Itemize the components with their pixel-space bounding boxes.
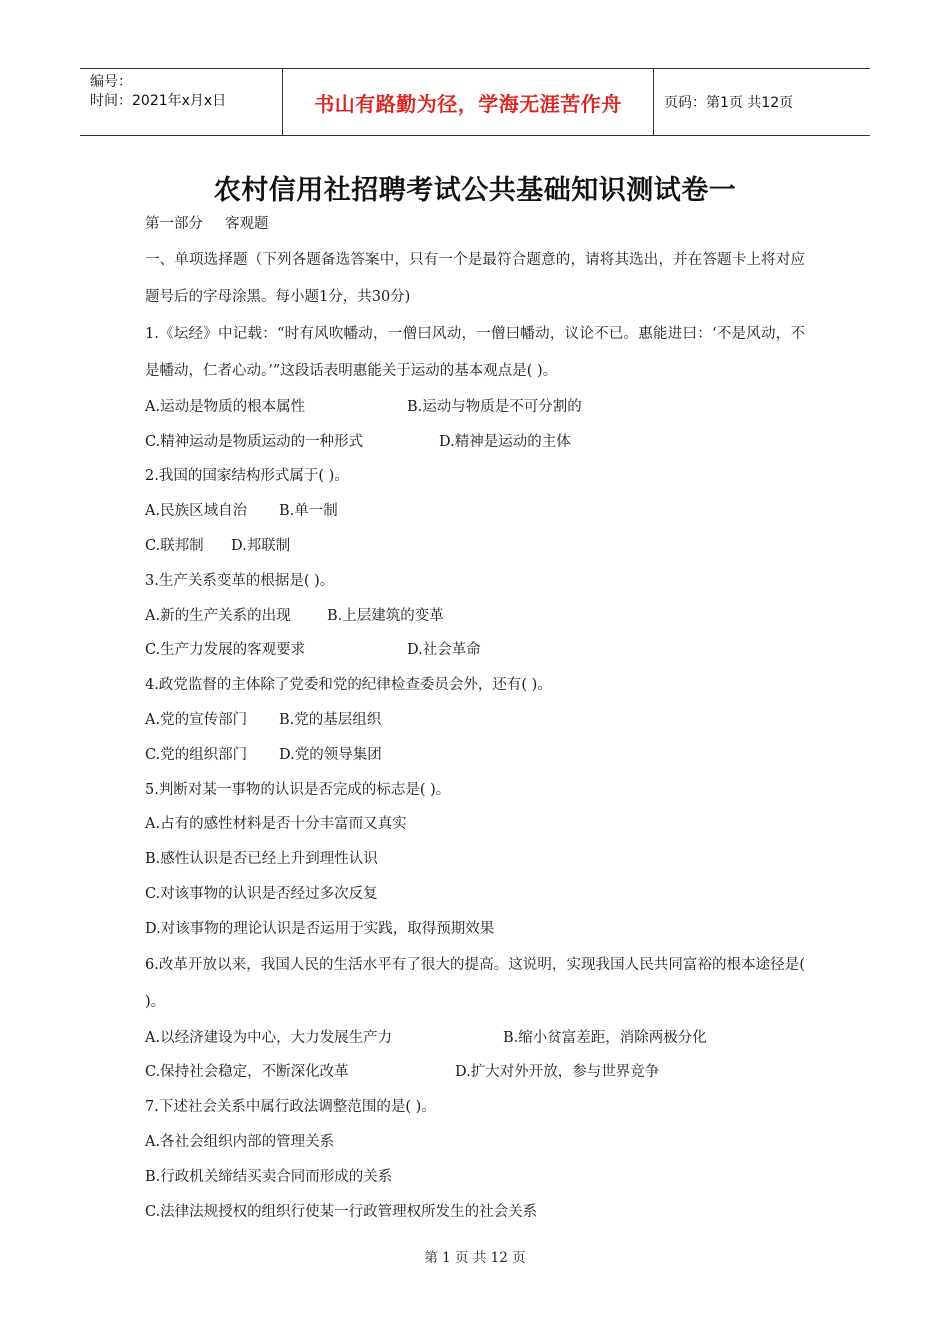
header-page-cell — [654, 69, 870, 135]
option-d: D.邦联制 — [231, 537, 291, 554]
option-b: B.缩小贫富差距，消除两极分化 — [503, 1029, 707, 1046]
option-b: B.运动与物质是不可分割的 — [407, 398, 582, 415]
option-c: C.党的组织部门 — [145, 746, 248, 763]
header-table — [80, 68, 870, 136]
option-d: D.社会革命 — [407, 642, 481, 659]
option-b: B.党的基层组织 — [279, 711, 382, 728]
option-row — [145, 1021, 805, 1056]
option-c: C.法律法规授权的组织行使某一行政管理权所发生的社会关系 — [145, 1203, 538, 1220]
option-row — [145, 390, 805, 425]
option-c: C.生产力发展的客观要求 — [145, 642, 306, 659]
option-b: B.感性认识是否已经上升到理性认识 — [145, 851, 378, 868]
option-d: D.精神是运动的主体 — [439, 433, 571, 450]
question-stem: 6.改革开放以来，我国人民的生活水平有了很大的提高。这说明，实现我国人民共同富裕的根本途径是( )。 — [145, 956, 805, 1010]
part-name: 客观题 — [225, 216, 269, 232]
option-c: C.精神运动是物质运动的一种形式 — [145, 433, 364, 450]
date-label: 时间：2021年x月x日 — [90, 93, 227, 109]
question-stem: 7.下述社会关系中属行政法调整范围的是( )。 — [145, 1099, 436, 1116]
document-title: 农村信用社招聘考试公共基础知识测试卷一 — [213, 175, 737, 206]
option-d: D.扩大对外开放，参与世界竞争 — [455, 1064, 660, 1081]
option-a: A.以经济建设为中心，大力发展生产力 — [145, 1029, 393, 1046]
option-a: A.运动是物质的根本属性 — [145, 398, 306, 415]
option-row — [145, 633, 805, 668]
option-a: A.新的生产关系的出现 — [145, 607, 291, 624]
option-row — [145, 738, 805, 773]
option-a: A.各社会组织内部的管理关系 — [145, 1133, 335, 1150]
option-c: C.保持社会稳定，不断深化改革 — [145, 1064, 349, 1081]
option-row — [145, 529, 805, 564]
question-stem: 3.生产关系变革的根据是( )。 — [145, 572, 335, 589]
option-d: D.党的领导集团 — [279, 746, 382, 763]
section-intro: 一、单项选择题（下列各题备选答案中，只有一个是最符合题意的，请将其选出，并在答题卡上将对应题号后的字母涂黑。每小题1分，共30分) — [145, 251, 805, 305]
exam-content — [145, 207, 805, 1229]
page-code: 页码：第1页 共12页 — [664, 95, 794, 111]
header-left-cell — [80, 69, 282, 135]
option-a: A.占有的感性材料是否十分丰富而又真实 — [145, 816, 407, 833]
option-row — [145, 494, 805, 529]
part-heading — [145, 207, 805, 242]
option-b: B.行政机关缔结买卖合同而形成的关系 — [145, 1168, 393, 1185]
option-c: C.联邦制 — [145, 537, 204, 554]
option-row — [145, 703, 805, 738]
option-a: A.党的宣传部门 — [145, 711, 248, 728]
question-stem: 1.《坛经》中记载：“时有风吹幡动，一僧曰风动，一僧曰幡动，议论不已。惠能进曰：‘不是风动，不是幡动，仁者心动。’”这段话表明惠能关于运动的基本观点是( )。 — [145, 325, 805, 379]
motto-text: 书山有路勤为径，学海无涯苦作舟 — [314, 91, 622, 116]
serial-label: 编号： — [90, 74, 132, 90]
option-a: A.民族区域自治 — [145, 503, 248, 520]
question-stem: 5.判断对某一事物的认识是否完成的标志是( )。 — [145, 781, 451, 798]
option-c: C.对该事物的认识是否经过多次反复 — [145, 885, 378, 902]
option-b: B.上层建筑的变革 — [327, 607, 444, 624]
page-footer: 第 1 页 共 12 页 — [424, 1250, 526, 1266]
header-motto-cell — [282, 69, 654, 135]
option-b: B.单一制 — [279, 503, 338, 520]
option-d: D.对该事物的理论认识是否运用于实践，取得预期效果 — [145, 920, 495, 937]
question-stem: 4.政党监督的主体除了党委和党的纪律检查委员会外，还有( )。 — [145, 677, 552, 694]
option-row — [145, 1055, 805, 1090]
option-row — [145, 425, 805, 460]
part-label: 第一部分 — [145, 216, 203, 232]
option-row — [145, 599, 805, 634]
question-stem: 2.我国的国家结构形式属于( )。 — [145, 468, 349, 485]
